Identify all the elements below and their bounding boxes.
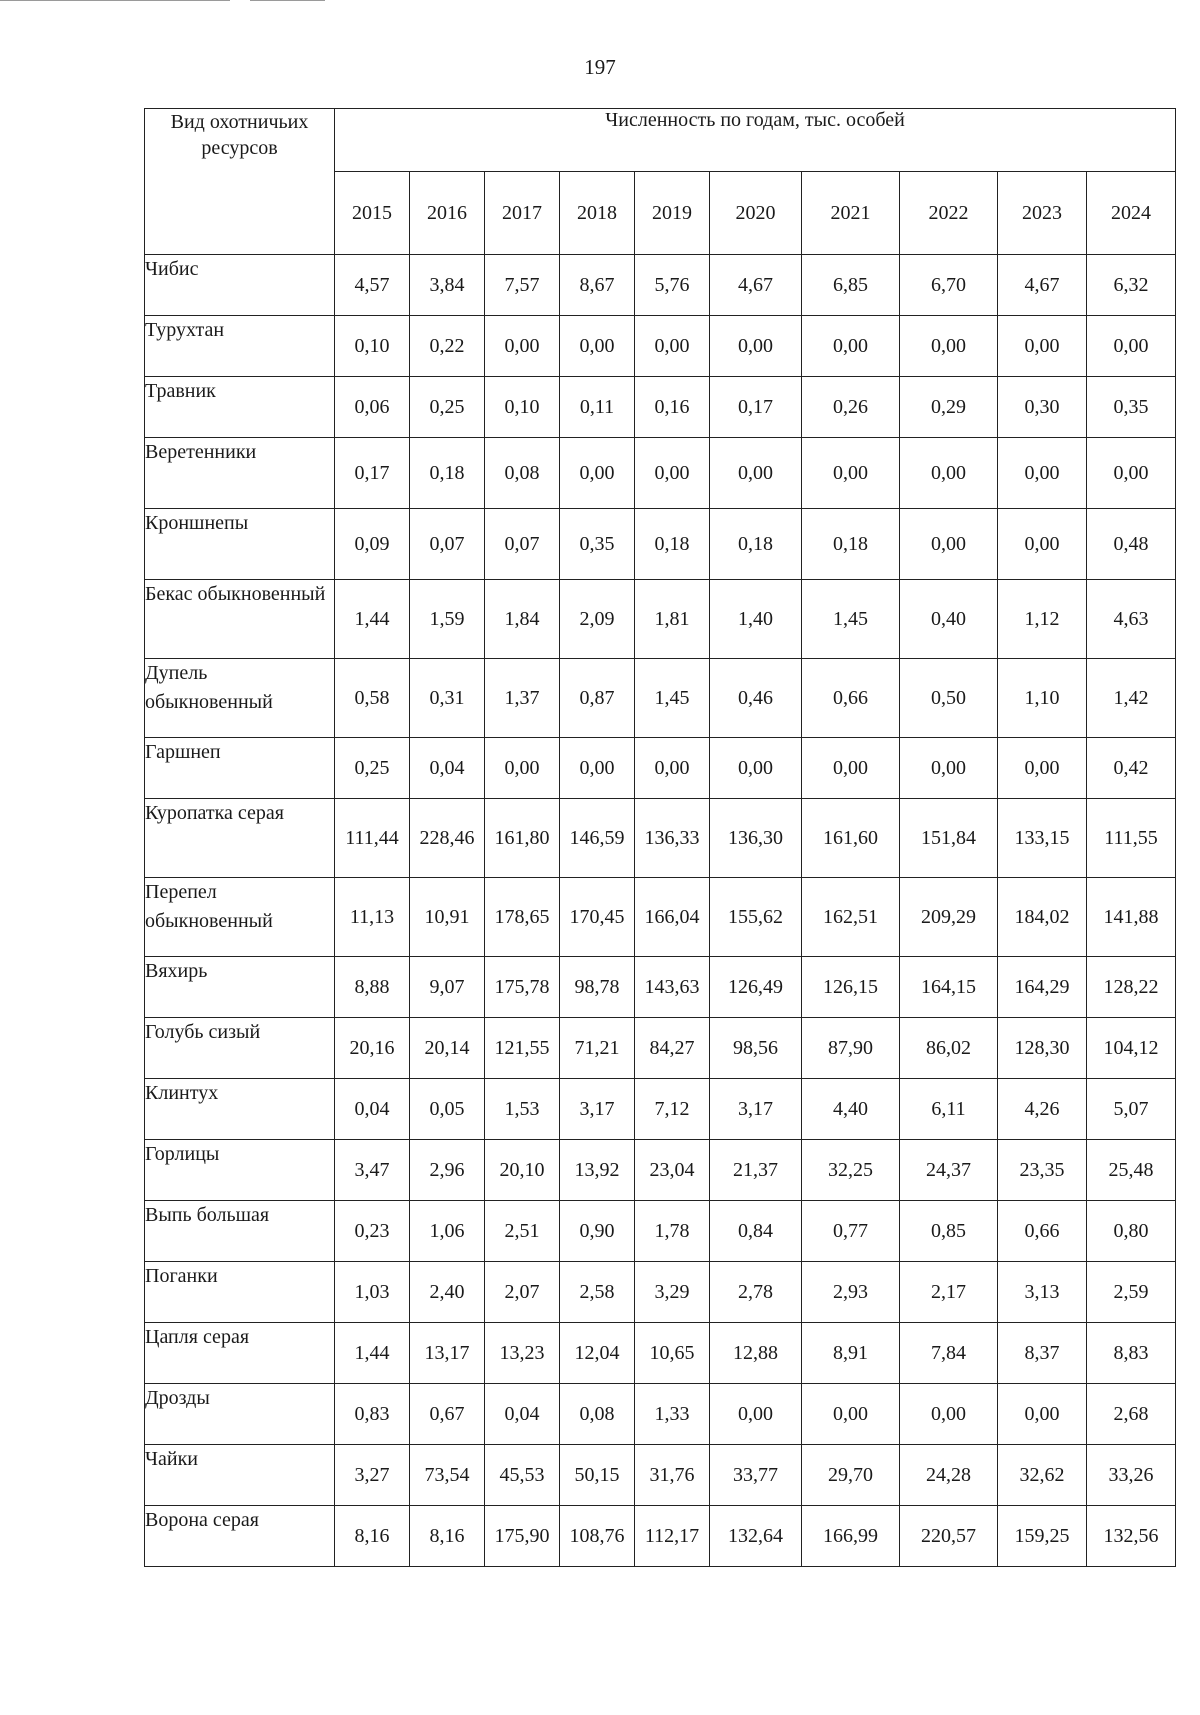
table-row — [145, 377, 1176, 438]
table-row — [145, 1079, 1176, 1140]
population-value-cell: 178,65 — [485, 878, 560, 957]
species-name-cell: Бекас обыкновенный — [145, 580, 335, 659]
population-value-cell: 0,07 — [485, 509, 560, 580]
population-value-cell: 0,00 — [998, 1384, 1087, 1445]
species-name-cell: Чайки — [145, 1445, 335, 1506]
population-value-cell: 10,65 — [635, 1323, 710, 1384]
population-value-cell: 12,04 — [560, 1323, 635, 1384]
population-value-cell: 0,83 — [335, 1384, 410, 1445]
population-value-cell: 4,67 — [998, 255, 1087, 316]
population-value-cell: 73,54 — [410, 1445, 485, 1506]
species-column-header: Вид охотничьих ресурсов — [145, 109, 335, 255]
population-value-cell: 228,46 — [410, 799, 485, 878]
table-row — [145, 659, 1176, 738]
population-value-cell: 0,00 — [635, 738, 710, 799]
year-header: 2016 — [410, 172, 485, 255]
population-value-cell: 0,06 — [335, 377, 410, 438]
population-value-cell: 13,23 — [485, 1323, 560, 1384]
population-value-cell: 112,17 — [635, 1506, 710, 1567]
population-value-cell: 25,48 — [1087, 1140, 1176, 1201]
population-value-cell: 1,45 — [635, 659, 710, 738]
population-value-cell: 98,78 — [560, 957, 635, 1018]
population-value-cell: 0,04 — [335, 1079, 410, 1140]
table-row — [145, 1506, 1176, 1567]
population-value-cell: 2,40 — [410, 1262, 485, 1323]
species-name-cell: Перепел обыкновенный — [145, 878, 335, 957]
population-value-cell: 1,44 — [335, 580, 410, 659]
population-value-cell: 0,87 — [560, 659, 635, 738]
species-name-cell: Веретенники — [145, 438, 335, 509]
population-value-cell: 0,00 — [635, 316, 710, 377]
table-header — [145, 109, 1176, 255]
table-row — [145, 580, 1176, 659]
population-value-cell: 162,51 — [802, 878, 900, 957]
population-value-cell: 0,18 — [802, 509, 900, 580]
population-value-cell: 161,80 — [485, 799, 560, 878]
population-value-cell: 0,18 — [635, 509, 710, 580]
population-value-cell: 136,33 — [635, 799, 710, 878]
population-value-cell: 8,91 — [802, 1323, 900, 1384]
population-value-cell: 21,37 — [710, 1140, 802, 1201]
population-value-cell: 104,12 — [1087, 1018, 1176, 1079]
year-header: 2015 — [335, 172, 410, 255]
population-value-cell: 220,57 — [900, 1506, 998, 1567]
table-row — [145, 1201, 1176, 1262]
table-row — [145, 316, 1176, 377]
population-value-cell: 0,18 — [410, 438, 485, 509]
population-value-cell: 3,27 — [335, 1445, 410, 1506]
population-value-cell: 0,09 — [335, 509, 410, 580]
population-value-cell: 0,58 — [335, 659, 410, 738]
year-header: 2017 — [485, 172, 560, 255]
year-header: 2020 — [710, 172, 802, 255]
population-value-cell: 108,76 — [560, 1506, 635, 1567]
population-value-cell: 20,16 — [335, 1018, 410, 1079]
population-value-cell: 1,42 — [1087, 659, 1176, 738]
population-value-cell: 0,84 — [710, 1201, 802, 1262]
population-value-cell: 170,45 — [560, 878, 635, 957]
population-value-cell: 0,00 — [900, 316, 998, 377]
population-value-cell: 121,55 — [485, 1018, 560, 1079]
population-value-cell: 0,00 — [560, 316, 635, 377]
population-value-cell: 1,03 — [335, 1262, 410, 1323]
population-value-cell: 2,17 — [900, 1262, 998, 1323]
table-row — [145, 1262, 1176, 1323]
population-value-cell: 0,00 — [710, 1384, 802, 1445]
population-value-cell: 175,78 — [485, 957, 560, 1018]
population-value-cell: 128,22 — [1087, 957, 1176, 1018]
population-value-cell: 29,70 — [802, 1445, 900, 1506]
population-value-cell: 161,60 — [802, 799, 900, 878]
population-value-cell: 4,67 — [710, 255, 802, 316]
population-value-cell: 0,00 — [485, 316, 560, 377]
population-value-cell: 2,58 — [560, 1262, 635, 1323]
population-value-cell: 0,00 — [900, 438, 998, 509]
population-value-cell: 7,57 — [485, 255, 560, 316]
population-value-cell: 1,40 — [710, 580, 802, 659]
population-value-cell: 0,85 — [900, 1201, 998, 1262]
population-value-cell: 2,59 — [1087, 1262, 1176, 1323]
table-row — [145, 878, 1176, 957]
population-value-cell: 1,53 — [485, 1079, 560, 1140]
population-value-cell: 8,16 — [335, 1506, 410, 1567]
population-value-cell: 8,37 — [998, 1323, 1087, 1384]
population-value-cell: 86,02 — [900, 1018, 998, 1079]
population-value-cell: 1,81 — [635, 580, 710, 659]
population-value-cell: 1,37 — [485, 659, 560, 738]
species-name-cell: Ворона серая — [145, 1506, 335, 1567]
population-value-cell: 1,84 — [485, 580, 560, 659]
population-value-cell: 0,00 — [710, 738, 802, 799]
population-value-cell: 98,56 — [710, 1018, 802, 1079]
population-value-cell: 11,13 — [335, 878, 410, 957]
table-row — [145, 1140, 1176, 1201]
table-row — [145, 799, 1176, 878]
population-value-cell: 0,29 — [900, 377, 998, 438]
population-value-cell: 24,28 — [900, 1445, 998, 1506]
population-value-cell: 2,51 — [485, 1201, 560, 1262]
population-value-cell: 0,16 — [635, 377, 710, 438]
year-header: 2018 — [560, 172, 635, 255]
year-header: 2022 — [900, 172, 998, 255]
population-value-cell: 0,07 — [410, 509, 485, 580]
population-value-cell: 32,62 — [998, 1445, 1087, 1506]
population-value-cell: 5,07 — [1087, 1079, 1176, 1140]
population-value-cell: 136,30 — [710, 799, 802, 878]
population-value-cell: 0,00 — [900, 509, 998, 580]
population-value-cell: 151,84 — [900, 799, 998, 878]
population-value-cell: 0,00 — [485, 738, 560, 799]
population-value-cell: 1,12 — [998, 580, 1087, 659]
table-row — [145, 509, 1176, 580]
population-value-cell: 5,76 — [635, 255, 710, 316]
species-name-cell: Кроншнепы — [145, 509, 335, 580]
population-value-cell: 31,76 — [635, 1445, 710, 1506]
population-value-cell: 8,16 — [410, 1506, 485, 1567]
population-value-cell: 143,63 — [635, 957, 710, 1018]
population-value-cell: 0,48 — [1087, 509, 1176, 580]
species-name-cell: Турухтан — [145, 316, 335, 377]
population-value-cell: 4,57 — [335, 255, 410, 316]
table-row — [145, 1445, 1176, 1506]
population-value-cell: 71,21 — [560, 1018, 635, 1079]
population-value-cell: 0,00 — [998, 509, 1087, 580]
population-value-cell: 0,35 — [560, 509, 635, 580]
population-value-cell: 0,00 — [998, 438, 1087, 509]
population-value-cell: 2,96 — [410, 1140, 485, 1201]
population-value-cell: 166,99 — [802, 1506, 900, 1567]
population-value-cell: 0,31 — [410, 659, 485, 738]
population-value-cell: 0,00 — [802, 438, 900, 509]
population-value-cell: 3,84 — [410, 255, 485, 316]
population-value-cell: 1,44 — [335, 1323, 410, 1384]
population-value-cell: 0,90 — [560, 1201, 635, 1262]
population-value-cell: 13,92 — [560, 1140, 635, 1201]
table-row — [145, 438, 1176, 509]
population-value-cell: 0,35 — [1087, 377, 1176, 438]
population-value-cell: 3,29 — [635, 1262, 710, 1323]
population-value-cell: 6,70 — [900, 255, 998, 316]
table-row — [145, 255, 1176, 316]
population-value-cell: 0,25 — [335, 738, 410, 799]
year-header: 2021 — [802, 172, 900, 255]
population-value-cell: 175,90 — [485, 1506, 560, 1567]
population-value-cell: 0,17 — [335, 438, 410, 509]
population-value-cell: 87,90 — [802, 1018, 900, 1079]
population-value-cell: 141,88 — [1087, 878, 1176, 957]
population-value-cell: 0,00 — [635, 438, 710, 509]
population-value-cell: 1,33 — [635, 1384, 710, 1445]
population-value-cell: 1,59 — [410, 580, 485, 659]
population-value-cell: 6,32 — [1087, 255, 1176, 316]
population-value-cell: 0,00 — [560, 738, 635, 799]
population-value-cell: 6,85 — [802, 255, 900, 316]
scan-edge-line — [0, 0, 230, 1]
population-value-cell: 32,25 — [802, 1140, 900, 1201]
population-value-cell: 184,02 — [998, 878, 1087, 957]
page-number: 197 — [584, 55, 616, 79]
population-value-cell: 6,11 — [900, 1079, 998, 1140]
population-value-cell: 128,30 — [998, 1018, 1087, 1079]
species-name-cell: Цапля серая — [145, 1323, 335, 1384]
population-value-cell: 0,10 — [485, 377, 560, 438]
header-row — [145, 109, 1176, 172]
population-value-cell: 0,11 — [560, 377, 635, 438]
population-value-cell: 0,00 — [802, 1384, 900, 1445]
population-value-cell: 0,00 — [560, 438, 635, 509]
population-value-cell: 12,88 — [710, 1323, 802, 1384]
table-row — [145, 957, 1176, 1018]
population-table — [144, 108, 1176, 1567]
population-value-cell: 166,04 — [635, 878, 710, 957]
species-name-cell: Дрозды — [145, 1384, 335, 1445]
species-name-cell: Вяхирь — [145, 957, 335, 1018]
population-column-header: Численность по годам, тыс. особей — [335, 109, 1176, 172]
species-name-cell: Клинтух — [145, 1079, 335, 1140]
population-value-cell: 4,40 — [802, 1079, 900, 1140]
population-value-cell: 33,77 — [710, 1445, 802, 1506]
population-value-cell: 7,84 — [900, 1323, 998, 1384]
population-value-cell: 0,30 — [998, 377, 1087, 438]
population-value-cell: 7,12 — [635, 1079, 710, 1140]
population-value-cell: 0,80 — [1087, 1201, 1176, 1262]
population-value-cell: 8,67 — [560, 255, 635, 316]
population-value-cell: 23,04 — [635, 1140, 710, 1201]
population-value-cell: 1,45 — [802, 580, 900, 659]
population-value-cell: 0,40 — [900, 580, 998, 659]
population-value-cell: 4,63 — [1087, 580, 1176, 659]
population-value-cell: 155,62 — [710, 878, 802, 957]
population-value-cell: 2,09 — [560, 580, 635, 659]
population-value-cell: 84,27 — [635, 1018, 710, 1079]
population-value-cell: 3,47 — [335, 1140, 410, 1201]
population-value-cell: 0,00 — [1087, 316, 1176, 377]
population-value-cell: 164,29 — [998, 957, 1087, 1018]
population-value-cell: 0,66 — [998, 1201, 1087, 1262]
population-value-cell: 1,78 — [635, 1201, 710, 1262]
population-value-cell: 164,15 — [900, 957, 998, 1018]
population-value-cell: 24,37 — [900, 1140, 998, 1201]
species-name-cell: Травник — [145, 377, 335, 438]
population-value-cell: 0,22 — [410, 316, 485, 377]
population-value-cell: 13,17 — [410, 1323, 485, 1384]
population-value-cell: 1,10 — [998, 659, 1087, 738]
population-value-cell: 0,17 — [710, 377, 802, 438]
population-value-cell: 2,93 — [802, 1262, 900, 1323]
population-value-cell: 0,26 — [802, 377, 900, 438]
population-value-cell: 0,10 — [335, 316, 410, 377]
table-row — [145, 1384, 1176, 1445]
population-value-cell: 0,66 — [802, 659, 900, 738]
population-value-cell: 0,00 — [710, 316, 802, 377]
population-value-cell: 0,00 — [802, 738, 900, 799]
population-value-cell: 45,53 — [485, 1445, 560, 1506]
population-value-cell: 10,91 — [410, 878, 485, 957]
scan-edge-line — [250, 0, 325, 1]
population-value-cell: 126,15 — [802, 957, 900, 1018]
table-row — [145, 738, 1176, 799]
table-body — [145, 255, 1176, 1567]
population-value-cell: 3,17 — [560, 1079, 635, 1140]
population-value-cell: 2,78 — [710, 1262, 802, 1323]
population-value-cell: 146,59 — [560, 799, 635, 878]
species-name-cell: Горлицы — [145, 1140, 335, 1201]
population-value-cell: 23,35 — [998, 1140, 1087, 1201]
population-value-cell: 4,26 — [998, 1079, 1087, 1140]
year-header: 2019 — [635, 172, 710, 255]
population-value-cell: 0,08 — [485, 438, 560, 509]
species-name-cell: Голубь сизый — [145, 1018, 335, 1079]
species-name-cell: Гаршнеп — [145, 738, 335, 799]
species-name-cell: Выпь большая — [145, 1201, 335, 1262]
population-value-cell: 3,13 — [998, 1262, 1087, 1323]
population-value-cell: 0,42 — [1087, 738, 1176, 799]
year-header: 2023 — [998, 172, 1087, 255]
population-value-cell: 111,55 — [1087, 799, 1176, 878]
species-name-cell: Куропатка серая — [145, 799, 335, 878]
population-value-cell: 0,77 — [802, 1201, 900, 1262]
population-value-cell: 0,00 — [900, 738, 998, 799]
population-value-cell: 0,05 — [410, 1079, 485, 1140]
year-header: 2024 — [1087, 172, 1176, 255]
population-value-cell: 0,25 — [410, 377, 485, 438]
population-value-cell: 2,68 — [1087, 1384, 1176, 1445]
population-value-cell: 0,67 — [410, 1384, 485, 1445]
population-value-cell: 50,15 — [560, 1445, 635, 1506]
population-value-cell: 2,07 — [485, 1262, 560, 1323]
population-value-cell: 111,44 — [335, 799, 410, 878]
population-value-cell: 3,17 — [710, 1079, 802, 1140]
species-name-cell: Чибис — [145, 255, 335, 316]
population-value-cell: 132,64 — [710, 1506, 802, 1567]
species-name-cell: Поганки — [145, 1262, 335, 1323]
population-value-cell: 0,00 — [710, 438, 802, 509]
population-value-cell: 0,23 — [335, 1201, 410, 1262]
population-value-cell: 0,00 — [802, 316, 900, 377]
population-value-cell: 0,50 — [900, 659, 998, 738]
population-value-cell: 20,10 — [485, 1140, 560, 1201]
population-value-cell: 1,06 — [410, 1201, 485, 1262]
table-row — [145, 1018, 1176, 1079]
population-value-cell: 209,29 — [900, 878, 998, 957]
population-value-cell: 8,83 — [1087, 1323, 1176, 1384]
population-value-cell: 20,14 — [410, 1018, 485, 1079]
population-value-cell: 0,00 — [900, 1384, 998, 1445]
population-value-cell: 0,00 — [998, 738, 1087, 799]
population-value-cell: 0,18 — [710, 509, 802, 580]
population-value-cell: 9,07 — [410, 957, 485, 1018]
population-value-cell: 0,00 — [1087, 438, 1176, 509]
population-value-cell: 159,25 — [998, 1506, 1087, 1567]
population-value-cell: 0,00 — [998, 316, 1087, 377]
species-name-cell: Дупель обыкновенный — [145, 659, 335, 738]
population-value-cell: 33,26 — [1087, 1445, 1176, 1506]
table-row — [145, 1323, 1176, 1384]
population-value-cell: 0,04 — [485, 1384, 560, 1445]
population-value-cell: 0,04 — [410, 738, 485, 799]
population-value-cell: 0,46 — [710, 659, 802, 738]
population-value-cell: 8,88 — [335, 957, 410, 1018]
population-value-cell: 133,15 — [998, 799, 1087, 878]
population-value-cell: 126,49 — [710, 957, 802, 1018]
population-value-cell: 0,08 — [560, 1384, 635, 1445]
population-value-cell: 132,56 — [1087, 1506, 1176, 1567]
